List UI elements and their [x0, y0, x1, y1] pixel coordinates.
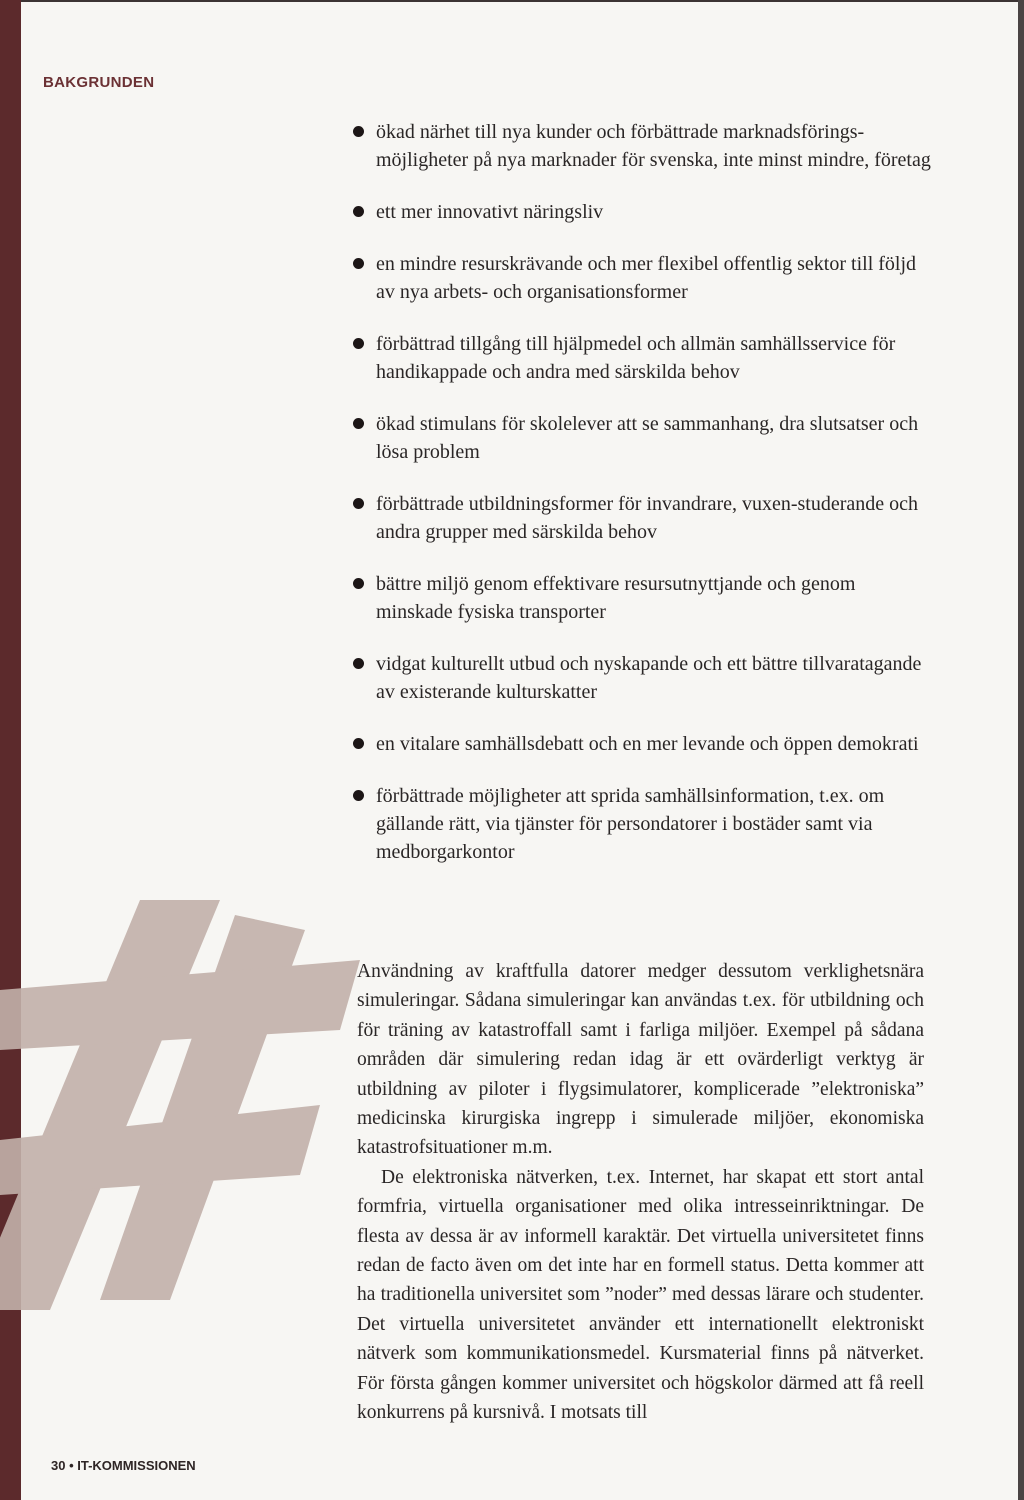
list-item-text: ett mer innovativt näringsliv — [376, 201, 604, 223]
bullet-dot-icon — [353, 338, 364, 349]
paragraph: De elektroniska nätverken, t.ex. Internet, har skapat ett stort antal formfria, virtuella organisationer med olika intresseinriktningar. De flesta av dessa är av informell karaktär. Det virtuella universitetet finns redan de facto även om det inte har en formell status. Detta kommer att ha traditionella universitet som ”noder” med dessas lärare och studenter. Det virtuella universitetet använder ett internationellt elektroniskt nätverk som kommunikationsmedel. Kursmaterial finns på nätverket. För första gången kommer universitet och högskolor därmed att få reell konkurrens på kursnivå. I motsats till — [357, 1166, 924, 1424]
bullet-dot-icon — [353, 258, 364, 269]
body-text — [357, 957, 924, 1428]
bullet-dot-icon — [353, 738, 364, 749]
list-item-text: bättre miljö genom effektivare resursutnyttjande och genom minskade fysiska transporter — [376, 573, 856, 623]
list-item — [353, 410, 933, 466]
bullet-dot-icon — [353, 126, 364, 137]
bullet-dot-icon — [353, 498, 364, 509]
list-item-text: en mindre resurskrävande och mer flexibel offentlig sektor till följd av nya arbets- och organisationsformer — [376, 253, 917, 303]
section-title: BAKGRUNDEN — [43, 74, 155, 91]
hash-symbol-graphic — [0, 890, 360, 1310]
list-item — [353, 118, 933, 174]
list-item — [353, 730, 933, 758]
page-footer: 30 • IT-KOMMISSIONEN — [51, 1458, 196, 1473]
list-item-text: en vitalare samhällsdebatt och en mer levande och öppen demokrati — [376, 733, 919, 755]
list-item — [353, 250, 933, 306]
list-item — [353, 198, 933, 226]
bullet-dot-icon — [353, 578, 364, 589]
list-item — [353, 330, 933, 386]
right-page-edge — [1018, 0, 1024, 1500]
benefits-list — [353, 118, 933, 890]
list-item-text: ökad närhet till nya kunder och förbättrade marknadsförings-möjligheter på nya marknader för svenska, inte minst mindre, företag — [376, 121, 931, 171]
bullet-dot-icon — [353, 418, 364, 429]
list-item — [353, 650, 933, 706]
list-item — [353, 782, 933, 866]
bullet-dot-icon — [353, 206, 364, 217]
list-item — [353, 490, 933, 546]
bullet-dot-icon — [353, 790, 364, 801]
list-item-text: förbättrade utbildningsformer för invandrare, vuxen-studerande och andra grupper med särskilda behov — [376, 493, 919, 543]
top-page-edge — [0, 0, 1024, 2]
list-item-text: förbättrad tillgång till hjälpmedel och allmän samhällsservice för handikappade och andra med särskilda behov — [376, 333, 896, 383]
list-item-text: förbättrade möjligheter att sprida samhällsinformation, t.ex. om gällande rätt, via tjänster för persondatorer i bostäder samt via medborgarkontor — [376, 785, 885, 863]
list-item — [353, 570, 933, 626]
bullet-dot-icon — [353, 658, 364, 669]
list-item-text: vidgat kulturellt utbud och nyskapande och ett bättre tillvaratagande av existerande kulturskatter — [376, 653, 922, 703]
list-item-text: ökad stimulans för skolelever att se sammanhang, dra slutsatser och lösa problem — [376, 413, 919, 463]
paragraph: Användning av kraftfulla datorer medger dessutom verklighetsnära simuleringar. Sådana simuleringar kan användas t.ex. för utbildning och för träning av katastroffall samt i farliga miljöer. Exempel på sådana områden där simulering redan idag är ett ovärderligt verktyg är utbildning av piloter i flygsimulatorer, komplicerade ”elektroniska” medicinska kirurgiska ingrepp i simulerade miljöer, ekonomiska katastrofsituationer m.m. — [357, 961, 924, 1159]
